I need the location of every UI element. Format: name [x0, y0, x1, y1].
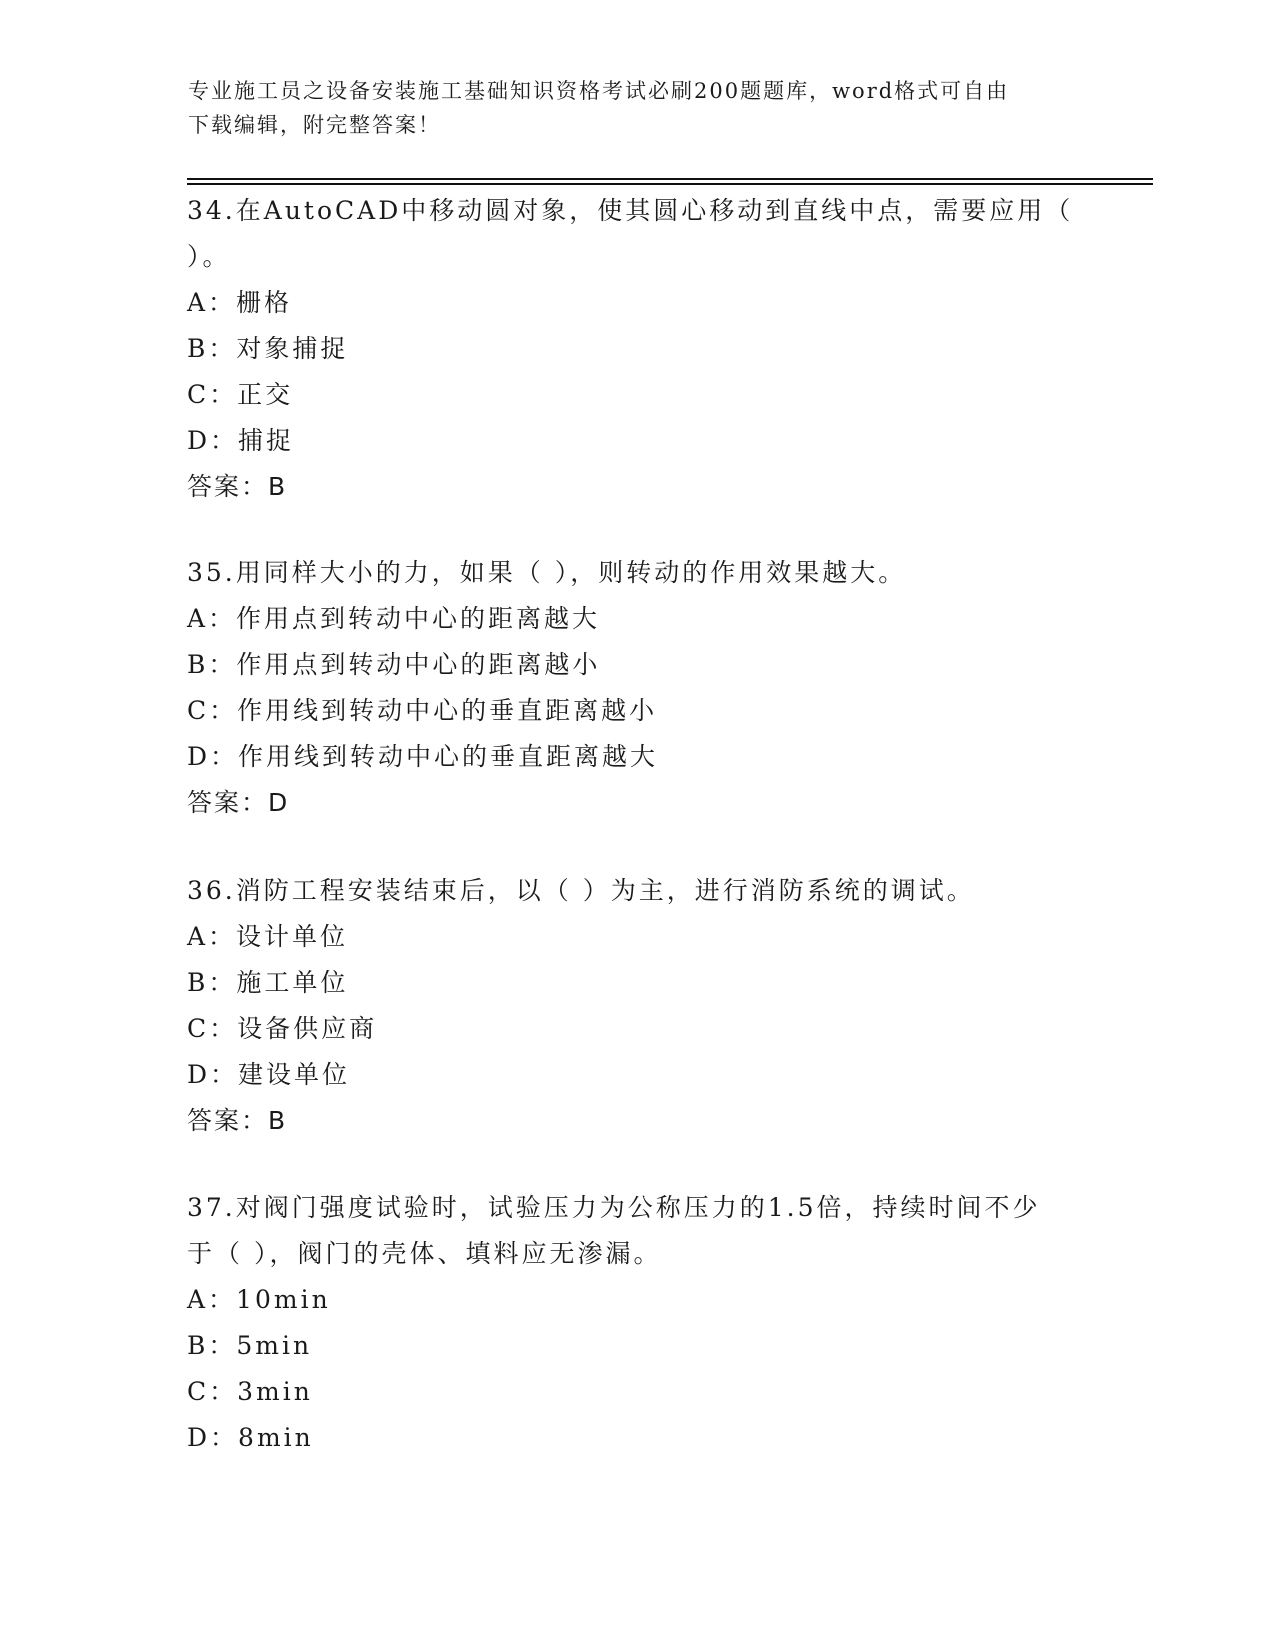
- option-c: C：设备供应商: [187, 1014, 378, 1043]
- question-stem: 36.消防工程安装结束后，以（ ）为主，进行消防系统的调试。: [187, 876, 975, 905]
- question-stem: 35.用同样大小的力，如果（ ），则转动的作用效果越大。: [187, 558, 907, 587]
- option-d: D：作用线到转动中心的垂直距离越大: [187, 742, 659, 771]
- option-b: B：施工单位: [187, 968, 349, 997]
- question-stem-continued: 于（ ），阀门的壳体、填料应无渗漏。: [187, 1239, 662, 1268]
- option-c: C：3min: [187, 1377, 313, 1406]
- option-d: D：8min: [187, 1423, 314, 1452]
- option-c: C：作用线到转动中心的垂直距离越小: [187, 696, 658, 725]
- option-c: C：正交: [187, 380, 294, 409]
- question-35: [187, 550, 1087, 826]
- question-37: [187, 1185, 1087, 1461]
- option-a: A：作用点到转动中心的距离越大: [187, 604, 601, 633]
- option-b: B：5min: [187, 1331, 313, 1360]
- header-divider-top: [187, 178, 1153, 180]
- option-a: A：10min: [187, 1285, 331, 1314]
- question-stem-continued: ）。: [187, 242, 231, 271]
- answer-line: 答案：D: [187, 788, 290, 817]
- option-b: B：作用点到转动中心的距离越小: [187, 650, 601, 679]
- question-stem: 37.对阀门强度试验时，试验压力为公称压力的1.5倍，持续时间不少: [187, 1193, 1041, 1222]
- option-a: A：栅格: [187, 288, 293, 317]
- option-b: B：对象捕捉: [187, 334, 349, 363]
- option-d: D：捕捉: [187, 426, 295, 455]
- option-a: A：设计单位: [187, 922, 349, 951]
- document-header: [188, 74, 1088, 142]
- question-36: [187, 868, 1087, 1144]
- answer-line: 答案：B: [187, 472, 288, 501]
- answer-line: 答案：B: [187, 1106, 288, 1135]
- header-divider-bottom: [187, 183, 1153, 185]
- header-line-1: 专业施工员之设备安装施工基础知识资格考试必刷200题题库，word格式可自由: [188, 79, 1010, 103]
- option-d: D：建设单位: [187, 1060, 351, 1089]
- question-34: [187, 188, 1087, 510]
- question-stem: 34.在AutoCAD中移动圆对象，使其圆心移动到直线中点，需要应用（: [187, 196, 1074, 225]
- header-line-2: 下载编辑，附完整答案！: [188, 113, 441, 137]
